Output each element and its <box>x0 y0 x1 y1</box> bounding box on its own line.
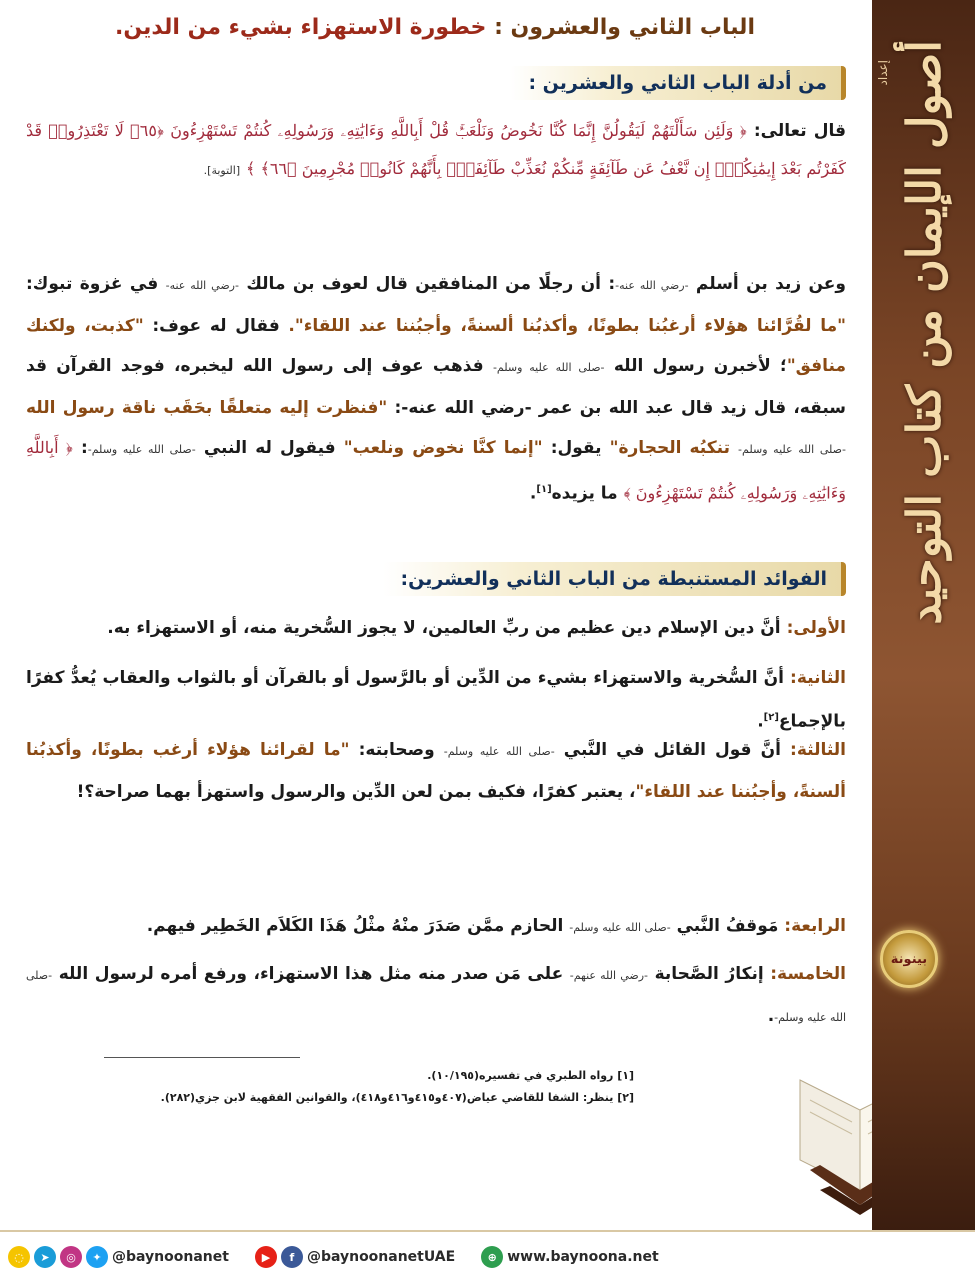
honorific: -صلى الله عليه وسلم- <box>87 443 196 456</box>
quote: تنكبُه الحجارة" <box>609 438 739 458</box>
honorific: -صلى الله عليه وسلم- <box>569 921 671 934</box>
honorific: -رضي الله عنه- <box>615 279 689 292</box>
youtube-icon[interactable]: ▶ <box>255 1246 277 1268</box>
honorific: -صلى الله عليه وسلم- <box>26 969 846 1024</box>
text-run: ، يعتبر كفرًا، فكيف بمن لعن الدِّين والرسول واستهزأ بهما صراحة؟! <box>76 782 636 802</box>
honorific: -صلى الله عليه وسلم- <box>738 443 846 456</box>
quote: "كذبت، ولكنك منافق" <box>26 316 846 376</box>
text-run: أنَّ السُّخرية والاستهزاء بشيء من الدِّين أو بالرَّسول أو بالقرآن أو بالثواب والعقاب يُعدُّ كفرًا بالإجماع <box>26 668 846 732</box>
benefit-third <box>26 730 846 812</box>
text-run: ؛ لأخبرن رسول الله <box>613 356 787 376</box>
text-run: فقال له عوف: <box>143 316 280 336</box>
social-group-1 <box>8 1246 247 1268</box>
quran-verse: ﴿ أَبِاللَّهِ وَءَايَٰتِهِۦ وَرَسُولِهِۦ كُنتُمْ تَسْتَهْزِءُونَ ﴾ <box>26 438 846 503</box>
qal-label: قال تعالى: <box>753 121 846 141</box>
footnote-marker: [١] <box>536 484 552 495</box>
text-run: يقول: <box>542 438 610 458</box>
honorific: -رضي الله عنهم- <box>569 969 648 982</box>
benefit-first <box>26 608 846 648</box>
text-run: على مَن صدر منه مثل هذا الاستهزاء، ورفع أمره لرسول الله <box>58 964 570 984</box>
quote: "ما لقُرَّائنا هؤلاء أرغبُنا بطونًا، وأكذبُنا ألسنةً، وأجبُننا عند اللقاء". <box>288 316 847 336</box>
benefit-label: الخامسة: <box>770 964 847 984</box>
text-run: : <box>72 438 88 458</box>
page-title <box>10 8 860 48</box>
sidebar-title: أصول الإيمان من كتاب التوحيد <box>896 40 951 625</box>
quote: "ما لقرائنا هؤلاء أرغب بطونًا، وأكذبُنا ألسنةً، وأجبُننا عند اللقاء" <box>26 740 846 802</box>
text-run: وعن زيد بن أسلم <box>695 274 846 294</box>
social-group-2 <box>255 1246 473 1268</box>
text-run: . <box>757 711 764 732</box>
benefit-label: الثالثة: <box>790 740 846 760</box>
text-run: أنَّ قول القائل في النَّبي <box>563 740 791 760</box>
twitter-icon[interactable]: ✦ <box>86 1246 108 1268</box>
quran-verse: ﴿ وَلَئِن سَأَلْتَهُمْ لَيَقُولُنَّ إِنَّمَا كُنَّا نَخُوضُ وَنَلْعَبُۚ قُلْ أَبِاللَّهِ وَءَايَٰتِهِۦ وَرَسُولِهِۦ كُنتُمْ تَسْتَهْزِءُونَ ﴿٦٥﴾ لَا تَعْتَذِرُوا۟ قَدْ كَفَرْتُم بَعْدَ إِيمَٰنِكُمْۚ إِن نَّعْفُ عَن طَآئِفَةٍ مِّنكُمْ نُعَذِّبْ طَآئِفَةًۢ بِأَنَّهُمْ كَانُوا۟ مُجْرِمِينَ ﴿٦٦﴾ ﴾ <box>26 121 846 178</box>
benefit-label: الثانية: <box>790 668 846 688</box>
facebook-icon[interactable]: f <box>281 1246 303 1268</box>
snapchat-icon[interactable]: ◌ <box>8 1246 30 1268</box>
handle-link-1[interactable]: @baynoonanet <box>112 1249 229 1265</box>
verse-paragraph <box>26 112 846 190</box>
text-run: مَوقفُ النَّبي <box>676 916 785 936</box>
logo-text: بينونة <box>890 951 928 967</box>
sidebar-subtitle: إعداد <box>876 60 890 86</box>
baynoona-logo <box>880 930 938 988</box>
globe-icon[interactable]: ⊕ <box>481 1246 503 1268</box>
evidence-heading: من أدلة الباب الثاني والعشرين : <box>510 66 846 100</box>
social-footer <box>0 1230 975 1282</box>
telegram-icon[interactable]: ➤ <box>34 1246 56 1268</box>
honorific: -صلى الله عليه وسلم- <box>443 745 555 758</box>
honorific: -رضي الله عنه- <box>165 279 239 292</box>
footnote-divider <box>104 1057 300 1058</box>
text-run: . <box>767 1006 775 1026</box>
surah-ref: [التوبة]. <box>203 164 241 177</box>
text-run: : أن رجلًا من المنافقين قال لعوف بن مالك <box>246 274 616 294</box>
text-run: إنكارُ الصَّحابة <box>654 964 771 984</box>
decorative-sidebar <box>872 0 975 1230</box>
benefit-fourth <box>26 906 846 948</box>
text-run: فذهب عوف إلى رسول الله ليخبره، فوجد القرآن قد سبقه، قال زيد قال عبد الله بن عمر -رضي الله عنه-: <box>26 356 847 418</box>
social-group-3 <box>481 1246 676 1268</box>
footnote-2: [٢] ينظر: الشفا للقاضي عياض(٤٠٧و٤١٥و٤١٦و٤١٨)، والقوانين الفقهية لابن جزي(٢٨٢). <box>160 1091 634 1104</box>
website-link[interactable]: www.baynoona.net <box>507 1249 659 1265</box>
chapter-subject: خطورة الاستهزاء بشيء من الدين. <box>115 15 487 40</box>
text-run: في غزوة تبوك: <box>26 274 166 294</box>
text-run: أنَّ دين الإسلام دين عظيم من ربِّ العالمين، لا يجوز السُّخرية منه، أو الاستهزاء به. <box>107 618 787 638</box>
text-run: ما يزيده <box>551 483 624 504</box>
benefit-label: الأولى: <box>786 618 846 638</box>
footnote-1: [١] رواه الطبري في تفسيره(١٠/١٩٥). <box>427 1069 634 1082</box>
benefit-fifth <box>26 954 846 1038</box>
text-run: الحازم ممَّن صَدَرَ منْهُ مثْلُ هَذَا الكَلاَم الخَطِير فيهم. <box>146 916 570 936</box>
quote: "إنما كنَّا نخوض ونلعب" <box>343 438 543 458</box>
benefit-label: الرابعة: <box>784 916 846 936</box>
footnote-marker: [٢] <box>763 712 779 723</box>
chapter-label: الباب الثاني والعشرون : <box>494 15 755 40</box>
text-run: وصحابته: <box>349 740 444 760</box>
instagram-icon[interactable]: ◎ <box>60 1246 82 1268</box>
handle-link-2[interactable]: @baynoonanetUAE <box>306 1249 456 1265</box>
hadith-paragraph <box>26 264 846 514</box>
benefits-heading: الفوائد المستنبطة من الباب الثاني والعشرين: <box>383 562 847 596</box>
honorific: -صلى الله عليه وسلم- <box>492 361 605 374</box>
text-run: . <box>529 483 537 504</box>
text-run: فيقول له النبي <box>203 438 344 458</box>
quote: "فنظرت إليه متعلقًا بحَقَب ناقة رسول الله <box>26 398 388 418</box>
